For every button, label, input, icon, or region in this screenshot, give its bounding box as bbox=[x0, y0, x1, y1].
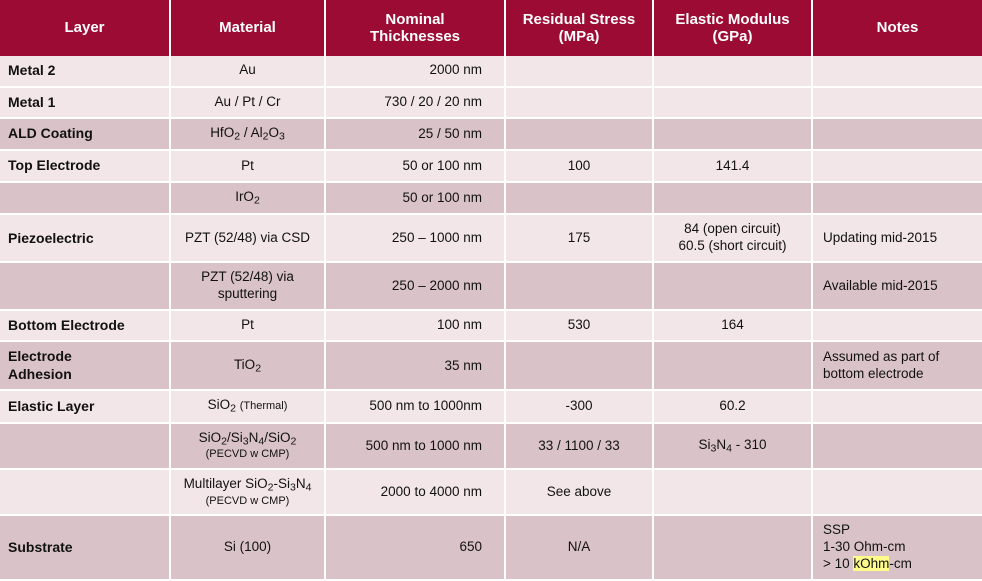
cell-layer bbox=[0, 469, 170, 515]
cell-material bbox=[170, 262, 325, 310]
table-header-row bbox=[0, 0, 982, 56]
cell-notes bbox=[812, 56, 982, 87]
column-header-elastic-modulus-line2: (GPa) bbox=[712, 28, 753, 45]
cell-notes bbox=[812, 87, 982, 119]
cell-notes-line2: 1-30 Ohm-cm bbox=[823, 539, 906, 555]
cell-layer: Top Electrode bbox=[0, 150, 170, 182]
cell-stress: N/A bbox=[505, 515, 653, 580]
cell-stress bbox=[505, 118, 653, 150]
cell-material-line2: sputtering bbox=[217, 286, 278, 302]
cell-stress bbox=[505, 182, 653, 214]
cell-thickness: 650 bbox=[325, 515, 505, 580]
cell-thickness: 100 nm bbox=[325, 310, 505, 342]
cell-modulus bbox=[653, 118, 812, 150]
cell-layer-line1: Electrode bbox=[8, 348, 72, 365]
cell-stress bbox=[505, 262, 653, 310]
cell-layer: Elastic Layer bbox=[0, 390, 170, 422]
cell-notes-highlight: kOhm bbox=[853, 556, 890, 572]
cell-material: Au bbox=[170, 56, 325, 87]
table-header bbox=[0, 0, 982, 56]
cell-layer bbox=[0, 262, 170, 310]
cell-layer bbox=[0, 182, 170, 214]
column-header-layer: Layer bbox=[0, 0, 170, 56]
cell-layer: Metal 1 bbox=[0, 87, 170, 119]
cell-material: Si (100) bbox=[170, 515, 325, 580]
cell-notes bbox=[812, 310, 982, 342]
cell-modulus bbox=[653, 423, 812, 469]
cell-material-note: (Thermal) bbox=[239, 400, 288, 413]
cell-notes bbox=[812, 182, 982, 214]
cell-modulus bbox=[653, 56, 812, 87]
cell-layer: Substrate bbox=[0, 515, 170, 580]
cell-thickness: 730 / 20 / 20 nm bbox=[325, 87, 505, 119]
table-row bbox=[0, 390, 982, 422]
table-row bbox=[0, 150, 982, 182]
cell-modulus bbox=[653, 214, 812, 262]
cell-modulus bbox=[653, 469, 812, 515]
cell-material: Au / Pt / Cr bbox=[170, 87, 325, 119]
cell-notes bbox=[812, 515, 982, 580]
table-row bbox=[0, 341, 982, 390]
cell-material-formula: SiO$_2$ (Thermal) bbox=[207, 397, 288, 415]
cell-thickness: 250 – 2000 nm bbox=[325, 262, 505, 310]
column-header-residual-stress bbox=[505, 0, 653, 56]
cell-thickness: 25 / 50 nm bbox=[325, 118, 505, 150]
cell-material-formula: IrO$_2$ bbox=[235, 188, 260, 207]
cell-modulus bbox=[653, 262, 812, 310]
cell-stress: -300 bbox=[505, 390, 653, 422]
cell-stress: 175 bbox=[505, 214, 653, 262]
cell-layer: Piezoelectric bbox=[0, 214, 170, 262]
cell-notes-line1: Assumed as part of bbox=[823, 349, 940, 365]
cell-stress bbox=[505, 87, 653, 119]
cell-thickness: 250 – 1000 nm bbox=[325, 214, 505, 262]
cell-material bbox=[170, 341, 325, 390]
table-row bbox=[0, 423, 982, 469]
column-header-nominal-thicknesses-line2: Thicknesses bbox=[369, 28, 461, 45]
cell-stress: See above bbox=[505, 469, 653, 515]
cell-thickness: 50 or 100 nm bbox=[325, 150, 505, 182]
cell-notes: Updating mid-2015 bbox=[812, 214, 982, 262]
cell-notes-line3-post: -cm bbox=[889, 556, 912, 572]
cell-stress: 530 bbox=[505, 310, 653, 342]
cell-modulus bbox=[653, 182, 812, 214]
cell-modulus bbox=[653, 515, 812, 580]
table-row bbox=[0, 87, 982, 119]
table-row bbox=[0, 515, 982, 580]
cell-stress bbox=[505, 56, 653, 87]
cell-notes bbox=[812, 469, 982, 515]
table-row bbox=[0, 118, 982, 150]
cell-material: Pt bbox=[170, 310, 325, 342]
cell-layer bbox=[0, 423, 170, 469]
table-body bbox=[0, 56, 982, 580]
column-header-residual-stress-line2: (MPa) bbox=[558, 28, 600, 45]
column-header-nominal-thicknesses bbox=[325, 0, 505, 56]
cell-modulus: 164 bbox=[653, 310, 812, 342]
cell-material-note: (PECVD w CMP) bbox=[205, 494, 290, 507]
cell-layer: Bottom Electrode bbox=[0, 310, 170, 342]
cell-material-line1: PZT (52/48) via bbox=[201, 269, 294, 285]
cell-notes-line2: bottom electrode bbox=[823, 365, 924, 381]
cell-material: PZT (52/48) via CSD bbox=[170, 214, 325, 262]
cell-modulus-line1: 84 (open circuit) bbox=[684, 221, 781, 237]
cell-thickness: 2000 to 4000 nm bbox=[325, 469, 505, 515]
cell-notes bbox=[812, 423, 982, 469]
table-row bbox=[0, 469, 982, 515]
column-header-elastic-modulus-line1: Elastic Modulus bbox=[675, 10, 790, 28]
table-row bbox=[0, 182, 982, 214]
table-row bbox=[0, 214, 982, 262]
column-header-nominal-thicknesses-line1: Nominal bbox=[385, 10, 445, 28]
cell-notes-line3-pre: > 10 bbox=[823, 556, 854, 572]
cell-layer: ALD Coating bbox=[0, 118, 170, 150]
cell-material-formula: $HfO_2 / Al_2O_3$ bbox=[210, 125, 285, 143]
cell-notes: Available mid-2015 bbox=[812, 262, 982, 310]
column-header-elastic-modulus bbox=[653, 0, 812, 56]
cell-material bbox=[170, 390, 325, 422]
table-row bbox=[0, 262, 982, 310]
cell-material bbox=[170, 182, 325, 214]
cell-material bbox=[170, 118, 325, 150]
cell-material: Pt bbox=[170, 150, 325, 182]
cell-thickness: 500 nm to 1000nm bbox=[325, 390, 505, 422]
cell-material-formula: Multilayer $SiO_2-Si_3N_4$ bbox=[183, 476, 312, 494]
cell-modulus-line2: 60.5 (short circuit) bbox=[678, 238, 787, 254]
cell-thickness: 50 or 100 nm bbox=[325, 182, 505, 214]
cell-material-formula: TiO$_2$ bbox=[233, 356, 262, 375]
cell-material bbox=[170, 469, 325, 515]
cell-modulus-formula: $Si_3N_4 - 310$ bbox=[698, 436, 767, 455]
cell-notes-line1: SSP bbox=[823, 522, 851, 538]
cell-thickness: 500 nm to 1000 nm bbox=[325, 423, 505, 469]
column-header-material: Material bbox=[170, 0, 325, 56]
table-row bbox=[0, 310, 982, 342]
cell-notes bbox=[812, 341, 982, 390]
cell-material-note: (PECVD w CMP) bbox=[205, 448, 290, 461]
cell-thickness: 35 nm bbox=[325, 341, 505, 390]
cell-modulus bbox=[653, 341, 812, 390]
cell-stress: 33 / 1100 / 33 bbox=[505, 423, 653, 469]
cell-notes bbox=[812, 150, 982, 182]
cell-stress: 100 bbox=[505, 150, 653, 182]
cell-material-formula: $SiO_2/Si_3N_4/SiO_2$ bbox=[198, 429, 297, 448]
cell-layer bbox=[0, 341, 170, 390]
cell-stress bbox=[505, 341, 653, 390]
cell-material bbox=[170, 423, 325, 469]
cell-modulus: 60.2 bbox=[653, 390, 812, 422]
column-header-notes: Notes bbox=[812, 0, 982, 56]
table-row bbox=[0, 56, 982, 87]
cell-thickness: 2000 nm bbox=[325, 56, 505, 87]
cell-layer: Metal 2 bbox=[0, 56, 170, 87]
column-header-residual-stress-line1: Residual Stress bbox=[522, 10, 636, 28]
cell-layer-line2: Adhesion bbox=[8, 365, 72, 382]
cell-notes bbox=[812, 390, 982, 422]
cell-modulus: 141.4 bbox=[653, 150, 812, 182]
cell-notes bbox=[812, 118, 982, 150]
cell-modulus bbox=[653, 87, 812, 119]
